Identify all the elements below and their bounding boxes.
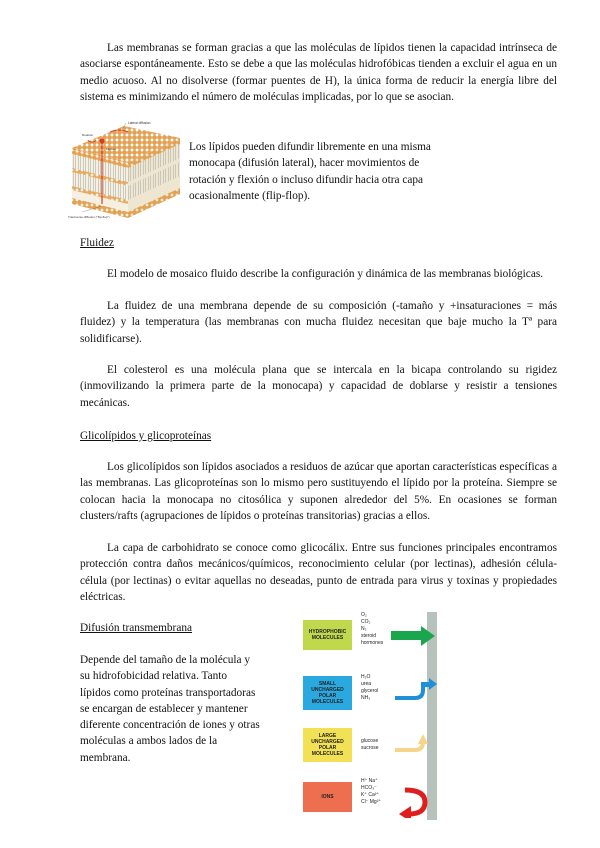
intro-paragraph: Las membranas se forman gracias a que las moléculas de lípidos tienen la capacidad intrínseca de asociarse espontáneamente. Esto se debe a que las moléculas hidrofóbicas tienden a excluir el agua en un medio acuoso. Al no disolverse (formar puentes de H), la única forma de reducir la energía libre del sistema es minimizando el número de moléculas implicadas, por lo que se asocian.	[80, 42, 557, 103]
fluidez-paragraph-3: El colesterol es una molécula plana que se intercala en la bicapa controlando su rigidez (inmovilizando la primera parte de la monocapa) y capacidad de doblarse y resistir a tensiones mecánicas.	[80, 364, 557, 409]
label-flexion: Flexion	[106, 147, 116, 151]
red-curved-arrow-icon	[395, 782, 431, 818]
membrane-permeability-figure	[303, 612, 468, 820]
figure1-caption: Los lípidos pueden difundir libremente en una misma monocapa (difusión lateral), hacer movimientos de rotación y flexión o incluso difundir hacia otra capa ocasionalmente (flip-flop).	[189, 141, 431, 202]
yellow-arrow-icon	[393, 732, 433, 758]
molecules-small-polar: H₂O urea glycerol NH₃	[361, 674, 379, 701]
category-box-small-polar: SMALL UNCHARGED POLAR MOLECULES	[303, 676, 352, 710]
flip-flop-lipid-icon	[100, 139, 105, 144]
glico-paragraph-1: Los glicolípidos son lípidos asociados a residuos de azúcar que aportan características específicas a las membranas. Las glicoproteínas son lo mismo pero sustituyendo el lípido por la proteína. Siempre se colocan hacia la monocapa no citosólica y suponen alrededor del 5%. En ocasiones se forman clusters/rafts (agrupaciones de lípidos o proteínas transitorias) gracias a ellos.	[80, 461, 557, 522]
label-flip-flop: Transverse diffusion ("flip-flop")	[68, 215, 110, 219]
heading-difusion: Difusión transmembrana	[80, 622, 192, 634]
difusion-paragraph: Depende del tamaño de la molécula y su hidrofobicidad relativa. Tanto lípidos como proteínas transportadoras se encargan de establecer y mantener diferente concentración de iones y otras moléculas a ambos lados de la membrana.	[80, 654, 260, 764]
row-large-polar	[303, 728, 468, 768]
category-box-large-polar: LARGE UNCHARGED POLAR MOLECULES	[303, 728, 352, 762]
label-rotation: Rotation	[82, 133, 94, 137]
green-arrow-icon	[391, 626, 435, 646]
category-box-hydrophobic: HYDROPHOBIC MOLECULES	[303, 620, 352, 650]
glico-paragraph-2: La capa de carbohidrato se conoce como glicocálix. Entre sus funciones principales encontramos protección contra daños mecánicos/químicos, reconocimiento celular (por lectinas), adhesión célula-célula (por lectinas) o evitar aquellas no deseadas, punto de entrada para virus y toxinas y propiedades eléctricas.	[80, 542, 557, 603]
lipid-bilayer-figure	[62, 120, 184, 228]
heading-fluidez: Fluidez	[80, 237, 114, 249]
fluidez-paragraph-2: La fluidez de una membrana depende de su composición (-tamaño y +insaturaciones = más fluidez) y la temperatura (las membranas con mucha fluidez necesitan que baje mucho la Tª para solidificarse).	[80, 300, 557, 345]
molecules-large-polar: glucose sucrose	[361, 738, 379, 751]
fluidez-paragraph-1: El modelo de mosaico fluido describe la configuración y dinámica de las membranas biológicas.	[107, 268, 544, 280]
molecules-hydrophobic: O₂ CO₂ N₂ steroid hormones	[361, 612, 384, 646]
molecules-ions: H⁺ Na⁺ HCO₃⁻ K⁺ Ca²⁺ Cl⁻ Mg²⁺	[361, 778, 381, 805]
row-hydrophobic	[303, 612, 468, 658]
blue-arrow-icon	[393, 678, 437, 706]
label-lateral-diffusion: Lateral diffusion	[128, 121, 151, 125]
row-ions	[303, 776, 468, 820]
category-box-ions: IONS	[303, 782, 352, 812]
row-small-polar	[303, 672, 468, 718]
heading-glicolipidos: Glicolípidos y glicoproteínas	[80, 430, 212, 442]
